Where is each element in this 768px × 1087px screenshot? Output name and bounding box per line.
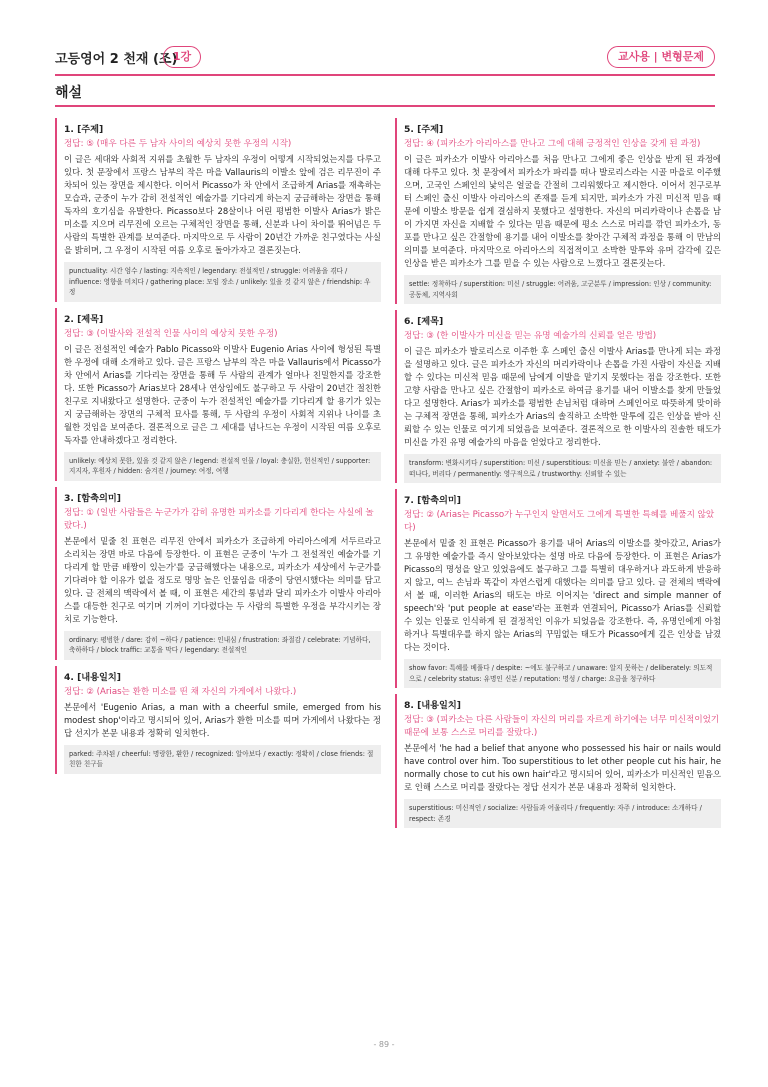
question-title: 7. [함축의미] <box>404 495 461 506</box>
page-number: - 89 - <box>373 1040 395 1049</box>
vocab-box: parked: 주차된 / cheerful: 명랑한, 환한 / recognized: 알아보다 / exactly: 정확히 / close friends: 절친한 친구들 <box>64 745 381 774</box>
question-title: 8. [내용일치] <box>404 700 461 711</box>
question-card-4 <box>55 666 381 774</box>
lesson-badge: 1강 <box>163 46 201 68</box>
answer-line: 정답: ② (Arias는 환한 미소를 띤 채 자신의 가게에서 나왔다.) <box>64 686 297 697</box>
vocab-box: transform: 변화시키다 / superstition: 미신 / superstitious: 미신을 믿는 / anxiety: 불안 / abandon: 떠나다, 버리다 / permanently: 영구적으로 / trustworthy: 신뢰할 수 있는 <box>404 454 721 483</box>
right-column <box>395 118 721 834</box>
left-column <box>55 118 381 780</box>
explanation-text: 본문에서 밑줄 친 표현은 리무진 안에서 피카소가 조급하게 아리아스에게 서두르라고 소리치는 장면 바로 다음에 등장한다. 이 표현은 군중이 '누가 그 전설적인 예술가를 기다리게 할 만큼 배짱이 있는가'를 궁금해했다는 내용으로, 피카소가 세상에서 누군가를 기다려야 할 이유가 없을 정도로 명망 높은 인물임을 대중이 당연시했다는 의미를 담고 있다. 글 전체의 맥락에서 볼 때, 이 표현은 세간의 통념과 달리 피카소가 이발사 아리아스를 대등한 친구로 여기며 기꺼이 기다렸다는 두 사람의 특별한 우정을 부각시키는 장치로 기능한다. <box>64 535 381 624</box>
explanation-text: 이 글은 피카소가 발로리스로 이주한 후 스페인 출신 이발사 Arias를 만나게 되는 과정을 설명하고 있다. 글은 피카소가 자신의 머리카락이나 손톱을 가진 사람이 자신을 지배할 수 있다는 미신적 믿음 때문에 남에게 이발을 맡기지 못했다는 점을 강조한다. 또한 고향 사람을 만나고 싶은 간절함이 피카소로 하여금 용기를 내어 이발소를 찾게 만들었다고 설명한다. Arias가 피카소를 평범한 손님처럼 대하며 스페인어로 따뜻하게 맞이하는 구체적 장면을 통해, 피카소가 Arias의 솔직하고 소박한 말투에 깊은 인상을 받아 신뢰할 수 있는 인물로 여기게 되었음을 보여준다. 결론적으로 한 이발사의 진솔한 태도가 미신을 가진 유명 예술가의 마음을 얻었다고 정리한다. <box>404 346 721 447</box>
question-title: 6. [제목] <box>404 316 444 327</box>
explanation-text: 본문에서 'Eugenio Arias, a man with a cheerful smile, emerged from his modest shop'이라고 명시되어 있어, Arias가 환한 미소를 띠며 가게에서 나왔다는 정답 선지가 본문 내용과 정확히 일치한다. <box>64 701 381 738</box>
vocab-box: settle: 정착하다 / superstition: 미신 / struggle: 어려움, 고군분투 / impression: 인상 / community: 공동체, 지역사회 <box>404 275 721 304</box>
question-title: 1. [주제] <box>64 124 104 135</box>
question-card-8 <box>395 694 721 828</box>
vocab-box: ordinary: 평범한 / dare: 감히 ~하다 / patience: 인내심 / frustration: 좌절감 / celebrate: 기념하다, 축하하다 / block traffic: 교통을 막다 / legendary: 전설적인 <box>64 631 381 660</box>
course-title: 고등영어 2 천재 (조) <box>55 52 178 67</box>
answer-line: 정답: ⑤ (매우 다른 두 남자 사이의 예상치 못한 우정의 시작) <box>64 139 292 149</box>
question-title: 5. [주제] <box>404 124 444 135</box>
answer-line: 정답: ④ (피카소가 아리아스를 만나고 그에 대해 긍정적인 인상을 갖게 된 과정) <box>404 139 701 149</box>
section-divider <box>55 105 715 107</box>
answer-line: 정답: ① (일반 사람들은 누군가가 감히 유명한 피카소를 기다리게 한다는 사실에 놀랐다.) <box>64 507 374 531</box>
vocab-box: show favor: 특혜를 베풀다 / despite: ~에도 불구하고 / unaware: 알지 못하는 / deliberately: 의도적으로 / celebrity status: 유명인 신분 / reputation: 명성 / charge: 요금을 청구하다 <box>404 659 721 688</box>
question-title: 2. [제목] <box>64 313 104 325</box>
vocab-box: superstitious: 미신적인 / socialize: 사람들과 어울리다 / frequently: 자주 / introduce: 소개하다 / respect: 존경 <box>404 799 721 828</box>
question-title: 4. [내용일치] <box>64 671 121 683</box>
explanation-text: 본문에서 밑줄 친 표현은 Picasso가 용기를 내어 Arias의 이발소를 찾아갔고, Arias가 그 유명한 예술가를 즉시 알아보았다는 설명 바로 다음에 등장한다. 이 표현은 Arias가 Picasso의 명성을 알고 있었음에도 불구하고 그를 특별히 대우하거나 과도하게 반응하지 않고, 여느 손님과 똑같이 자연스럽게 대했다는 의미를 담고 있다. 글 전체의 맥락에서 볼 때, 이러한 Arias의 태도는 바로 이어지는 'direct and simple manner of speech'와 'put people at ease'라는 표현과 연결되어, Picasso가 Arias를 신뢰할 수 있는 인물로 인식하게 된 결정적인 이유가 되었음을 강조한다. 즉, 유명인에게 아첨하거나 특별대우를 하지 않는 Arias의 꾸밈없는 태도가 Picasso에게 깊은 인상을 남겼다는 것이다. <box>404 538 721 652</box>
explanation-text: 이 글은 세대와 사회적 지위를 초월한 두 남자의 우정이 어떻게 시작되었는지를 다루고 있다. 첫 문장에서 프랑스 남부의 작은 마을 Vallauris의 이발소 앞에 검은 리무진이 주차되어 있는 장면을 제시한다. 이어서 Picasso가 차 안에서 조급하게 Arias를 재촉하는 모습과, 군중이 누가 감히 전설적인 예술가를 기다리게 하는지 궁금해하는 장면을 통해 독자의 호기심을 유발한다. Picasso보다 28살이나 어린 평범한 이발사 Arias가 밝은 미소를 지으며 리무진에 오르는 구체적인 장면을 통해, 신분과 나이 차이를 뛰어넘은 두 사람의 특별한 관계를 보여준다. 마지막으로 두 사람이 20년간 가까운 친구였다는 사실을 밝히며, 그 우정이 시작된 여름 오후로 돌아가자고 결론짓는다. <box>64 154 381 255</box>
answer-line: 정답: ② (Arias는 Picasso가 누구인지 알면서도 그에게 특별한 특혜를 베풀지 않았다) <box>404 510 715 533</box>
header-divider <box>55 74 715 76</box>
explanation-text: 이 글은 전설적인 예술가 Pablo Picasso와 이발사 Eugenio Arias 사이에 형성된 특별한 우정에 대해 소개하고 있다. 글은 프랑스 남부의 작은 마을 Vallauris에서 Picasso가 차 안에서 Arias를 기다리는 장면을 통해 두 사람의 관계가 얼마나 친밀한지를 강조한다. 또한 Picasso가 Arias보다 28세나 연상임에도 불구하고 두 사람이 20년간 절친한 친구로 지내왔다고 설명한다. 군중이 누가 전설적인 예술가를 기다리게 할 용기가 있는지 궁금해하는 장면의 구체적 묘사를 통해, 두 사람의 우정이 사회적 지위나 나이를 초월한 것임을 보여준다. 결론적으로 글은 그 세대를 넘나드는 우정이 시작된 여름 오후로 독자를 안내하겠다고 정리한다. <box>64 343 381 445</box>
question-card-3 <box>55 487 381 660</box>
explanation-text: 이 글은 피카소가 이발사 아리아스를 처음 만나고 그에게 좋은 인상을 받게 된 과정에 대해 다루고 있다. 첫 문장에서 피카소가 파리를 떠나 발로리스라는 시골 마을로 이주했으며, 고국인 스페인의 낯익은 얼굴을 간절히 그리워했다고 제시한다. 이어서 친구로부터 스페인 출신 이발사 아리아스의 존재를 듣게 되지만, 피카소가 가진 미신적 믿음 때문에 이발소 방문을 쉽게 결심하지 못했다고 설명한다. 자신의 머리카락이나 손톱을 남이 가지면 자신을 지배할 수 있다는 믿음 때문에 평소 스스로 머리를 깎던 피카소가, 동포를 만나고 싶은 간절함에 용기를 내어 이발소를 찾아간 구체적 과정을 통해 이 만남의 의미를 보여준다. 마지막으로 아리아스의 직접적이고 소박한 말투와 유머 감각에 깊은 인상을 받은 피카소가 그를 믿을 수 있는 사람으로 느꼈다고 결론짓는다. <box>404 154 721 268</box>
header <box>55 46 715 72</box>
answer-line: 정답: ③ (이발사와 전설적 인물 사이의 예상치 못한 우정) <box>64 328 278 339</box>
question-card-1 <box>55 118 381 302</box>
answer-line: 정답: ③ (한 이발사가 미신을 믿는 유명 예술가의 신뢰를 얻은 방법) <box>404 331 657 341</box>
question-card-7 <box>395 489 721 688</box>
explanation-text: 본문에서 'he had a belief that anyone who possessed his hair or nails would have control over him. Too superstitious to let other people cut his hair, he normally chose to cut his own hair'라고 명시되어 있어, 피카소가 미신적인 믿음으로 인해 스스로 머리를 잘랐다는 정답 선지가 본문 내용과 정확히 일치한다. <box>404 743 721 792</box>
answer-line: 정답: ③ (피카소는 다른 사람들이 자신의 머리를 자르게 하기에는 너무 미신적이었기 때문에 보통 스스로 머리를 잘랐다.) <box>404 715 720 738</box>
doc-type-badge: 교사용 | 변형문제 <box>607 46 715 68</box>
vocab-box: unlikely: 예상치 못한, 있을 것 같지 않은 / legend: 전설적 인물 / loyal: 충실한, 헌신적인 / supporter: 지지자, 후원자 / hidden: 숨겨진 / journey: 여정, 여행 <box>64 452 381 481</box>
question-title: 3. [함축의미] <box>64 492 121 504</box>
question-card-5 <box>395 118 721 304</box>
section-title: 해설 <box>55 85 83 101</box>
vocab-box: punctuality: 시간 엄수 / lasting: 지속적인 / legendary: 전설적인 / struggle: 어려움을 겪다 / influence: 영향을 미치다 / gathering place: 모임 장소 / unlikely: 있을 것 같지 않은 / friendship: 우정 <box>64 262 381 302</box>
question-card-6 <box>395 310 721 483</box>
question-card-2 <box>55 308 381 481</box>
